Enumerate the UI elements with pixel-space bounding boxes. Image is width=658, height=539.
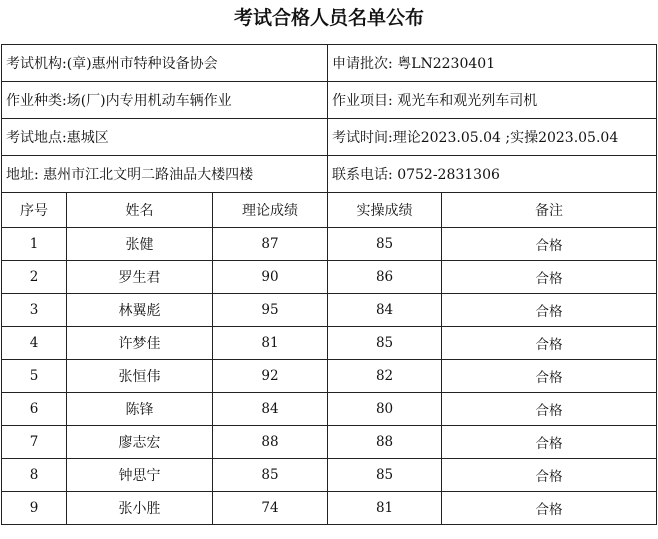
row-practice-score: 86 [328,261,442,294]
table-body [2,228,657,525]
page-title: 考试合格人员名单公布 [233,7,424,29]
row-practice-score: 81 [328,492,442,525]
info-row [2,156,657,193]
row-theory-score: 85 [213,459,328,492]
row-theory-score: 81 [213,327,328,360]
header-no: 序号 [2,193,67,228]
exam-org: 考试机构:(章)惠州市特种设备协会 [2,45,328,82]
row-name: 张小胜 [67,492,213,525]
row-name: 许梦佳 [67,327,213,360]
row-theory-score: 90 [213,261,328,294]
row-practice-score: 80 [328,393,442,426]
row-number: 6 [2,393,67,426]
row-theory-score: 87 [213,228,328,261]
row-number: 5 [2,360,67,393]
row-note: 合格 [442,492,657,525]
row-theory-score: 95 [213,294,328,327]
row-practice-score: 82 [328,360,442,393]
table-row [2,360,657,393]
table-row [2,393,657,426]
row-note: 合格 [442,393,657,426]
row-note: 合格 [442,426,657,459]
row-note: 合格 [442,327,657,360]
info-row [2,82,657,119]
header-practice: 实操成绩 [328,193,442,228]
row-name: 张健 [67,228,213,261]
row-name: 陈锋 [67,393,213,426]
row-practice-score: 84 [328,294,442,327]
row-name: 廖志宏 [67,426,213,459]
results-table [1,44,657,525]
row-name: 张恒伟 [67,360,213,393]
row-name: 钟思宁 [67,459,213,492]
info-row [2,45,657,82]
table-row [2,426,657,459]
row-number: 8 [2,459,67,492]
row-note: 合格 [442,294,657,327]
row-theory-score: 88 [213,426,328,459]
header-note: 备注 [442,193,657,228]
table-row [2,327,657,360]
row-practice-score: 88 [328,426,442,459]
contact-phone: 联系电话: 0752-2831306 [328,156,657,193]
row-number: 2 [2,261,67,294]
row-name: 林翼彪 [67,294,213,327]
row-number: 7 [2,426,67,459]
table-row [2,261,657,294]
work-category: 作业种类:场(厂)内专用机动车辆作业 [2,82,328,119]
row-theory-score: 74 [213,492,328,525]
table-row [2,492,657,525]
address: 地址: 惠州市江北文明二路油品大楼四楼 [2,156,328,193]
header-theory: 理论成绩 [213,193,328,228]
row-name: 罗生君 [67,261,213,294]
apply-batch: 申请批次: 粤LN2230401 [328,45,657,82]
row-note: 合格 [442,459,657,492]
row-practice-score: 85 [328,459,442,492]
row-number: 9 [2,492,67,525]
row-note: 合格 [442,261,657,294]
header-name: 姓名 [67,193,213,228]
row-practice-score: 85 [328,327,442,360]
table-row [2,228,657,261]
row-practice-score: 85 [328,228,442,261]
work-item: 作业项目: 观光车和观光列车司机 [328,82,657,119]
row-theory-score: 84 [213,393,328,426]
row-theory-score: 92 [213,360,328,393]
table-row [2,459,657,492]
table-header [2,193,657,228]
table-row [2,294,657,327]
row-note: 合格 [442,360,657,393]
exam-location: 考试地点:惠城区 [2,119,328,156]
info-row [2,119,657,156]
exam-time: 考试时间:理论2023.05.04 ;实操2023.05.04 [328,119,657,156]
row-note: 合格 [442,228,657,261]
row-number: 1 [2,228,67,261]
row-number: 4 [2,327,67,360]
row-number: 3 [2,294,67,327]
